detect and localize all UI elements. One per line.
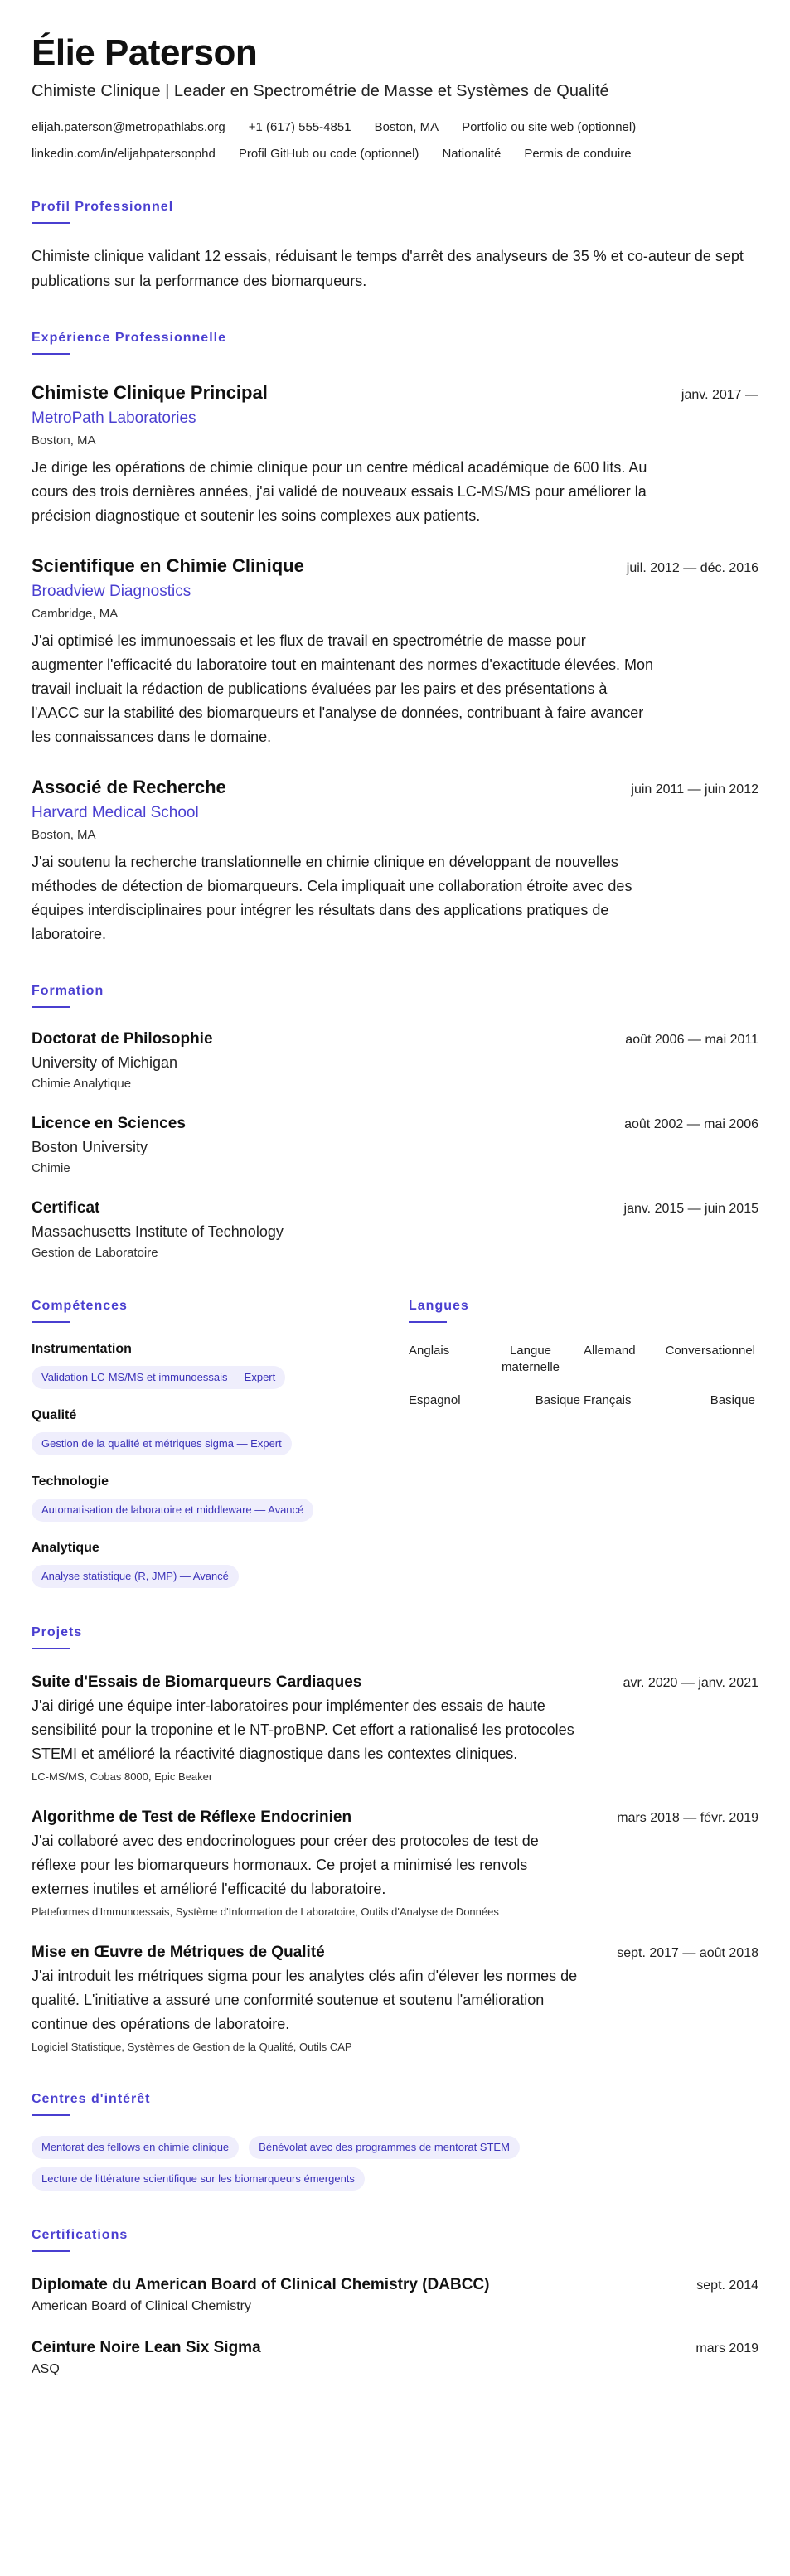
interest-chip: Bénévolat avec des programmes de mentorat STEM <box>249 2136 520 2159</box>
certification-item <box>32 2338 758 2378</box>
interest-list <box>32 2128 761 2191</box>
language-level: Basique <box>535 1393 580 1407</box>
section-divider <box>32 222 70 224</box>
degree-name: Certificat <box>32 1199 100 1217</box>
job-date: juin 2011 — juin 2012 <box>631 782 758 797</box>
section-title: Expérience Professionnelle <box>32 331 226 345</box>
section-title: Centres d'intérêt <box>32 2092 151 2106</box>
skill-chip: Gestion de la qualité et métriques sigma — Expert <box>32 1432 292 1455</box>
education-date: août 2006 — mai 2011 <box>625 1033 758 1047</box>
certification-name: Diplomate du American Board of Clinical Chemistry (DABCC) <box>32 2276 490 2293</box>
field-of-study: Gestion de Laboratoire <box>32 1246 158 1260</box>
projects-section <box>32 1625 758 2055</box>
education-item <box>32 1198 758 1261</box>
certifications-section <box>32 2227 758 2378</box>
section-divider <box>32 1006 70 1008</box>
language-name: Français <box>584 1393 632 1407</box>
skill-category: Qualité <box>32 1408 77 1422</box>
project-item <box>32 1943 758 2055</box>
skill-group <box>32 1474 409 1522</box>
certification-date: mars 2019 <box>695 2341 758 2356</box>
contact-github: Profil GitHub ou code (optionnel) <box>238 147 419 161</box>
section-divider <box>32 353 70 355</box>
education-date: janv. 2015 — juin 2015 <box>623 1202 758 1216</box>
certification-name: Ceinture Noire Lean Six Sigma <box>32 2339 261 2356</box>
project-date: sept. 2017 — août 2018 <box>617 1946 758 1960</box>
skill-group <box>32 1540 409 1588</box>
language-name: Anglais <box>409 1344 450 1358</box>
field-of-study: Chimie <box>32 1161 70 1175</box>
project-tech: Plateformes d'Immunoessais, Système d'Information de Laboratoire, Outils d'Analyse de Données <box>32 1905 499 1918</box>
company-name: MetroPath Laboratories <box>32 409 196 427</box>
skill-chip: Automatisation de laboratoire et middleware — Avancé <box>32 1499 313 1522</box>
language-item <box>409 1392 584 1409</box>
school-name: Massachusetts Institute of Technology <box>32 1223 284 1240</box>
job-location: Cambridge, MA <box>32 607 119 621</box>
project-tech: LC-MS/MS, Cobas 8000, Epic Beaker <box>32 1770 213 1783</box>
section-divider <box>32 2114 70 2116</box>
profile-summary: Chimiste clinique validant 12 essais, réduisant le temps d'arrêt des analyseurs de 35 % et co-auteur de sept publications sur la performance des biomarqueurs. <box>32 248 744 289</box>
experience-item <box>32 776 758 947</box>
contact-license: Permis de conduire <box>524 147 632 161</box>
skill-group <box>32 1341 409 1389</box>
school-name: Boston University <box>32 1139 148 1155</box>
certification-date: sept. 2014 <box>696 2278 758 2293</box>
skills-languages-row <box>32 1298 758 1588</box>
language-level: Langue maternelle <box>501 1344 560 1374</box>
languages-section <box>409 1298 758 1588</box>
contact-list <box>32 119 758 162</box>
school-name: University of Michigan <box>32 1054 178 1071</box>
education-section <box>32 983 758 1261</box>
language-item <box>584 1343 758 1376</box>
certification-org: ASQ <box>32 2362 60 2376</box>
language-list <box>409 1343 758 1409</box>
interests-section <box>32 2091 758 2191</box>
project-description: J'ai collaboré avec des endocrinologues pour créer des protocoles de test de réflexe pour les biomarqueurs hormonaux. Ce projet a minimisé les renvols externes inutiles et amélioré l'efficacité du laboratoire. <box>32 1833 539 1897</box>
job-title: Associé de Recherche <box>32 777 226 797</box>
language-item <box>409 1343 584 1376</box>
project-date: avr. 2020 — janv. 2021 <box>623 1676 758 1690</box>
project-tech: Logiciel Statistique, Systèmes de Gestion de la Qualité, Outils CAP <box>32 2041 352 2053</box>
language-name: Espagnol <box>409 1393 461 1407</box>
project-description: J'ai introduit les métriques sigma pour les analytes clés afin d'élever les normes de qualité. L'initiative a assuré une conformité soutenue et soutenu l'amélioration continue des opérations de laboratoire. <box>32 1968 578 2032</box>
certification-item <box>32 2275 758 2315</box>
language-level: Conversationnel <box>665 1344 755 1358</box>
candidate-name: Élie Paterson <box>32 32 258 73</box>
interest-chip: Mentorat des fellows en chimie clinique <box>32 2136 239 2159</box>
skill-chip: Validation LC-MS/MS et immunoessais — Expert <box>32 1366 285 1389</box>
job-location: Boston, MA <box>32 433 96 448</box>
experience-section <box>32 330 758 947</box>
section-title: Langues <box>409 1299 469 1313</box>
contact-nationality: Nationalité <box>442 147 502 161</box>
profile-section <box>32 199 758 293</box>
education-item <box>32 1114 758 1177</box>
experience-item <box>32 381 758 528</box>
skill-category: Instrumentation <box>32 1342 132 1356</box>
resume-header <box>32 31 758 162</box>
section-title: Formation <box>32 984 104 998</box>
contact-linkedin: linkedin.com/in/elijahpatersonphd <box>32 147 216 161</box>
project-name: Suite d'Essais de Biomarqueurs Cardiaques <box>32 1673 362 1691</box>
candidate-headline: Chimiste Clinique | Leader en Spectrométrie de Masse et Systèmes de Qualité <box>32 82 609 100</box>
section-title: Profil Professionnel <box>32 200 174 214</box>
language-name: Allemand <box>584 1344 636 1358</box>
degree-name: Doctorat de Philosophie <box>32 1030 213 1048</box>
skill-category: Analytique <box>32 1541 99 1555</box>
contact-portfolio: Portfolio ou site web (optionnel) <box>462 120 637 134</box>
project-item <box>32 1808 758 1920</box>
section-title: Projets <box>32 1625 83 1639</box>
job-title: Scientifique en Chimie Clinique <box>32 555 304 576</box>
job-description: Je dirige les opérations de chimie clinique pour un centre médical académique de 600 lits. Au cours des trois dernières années, j'ai validé de nouveaux essais LC-MS/MS pour améliorer la précision diagnostique et soutenir les soins complexes aux patients. <box>32 459 647 524</box>
skill-group <box>32 1407 409 1455</box>
job-location: Boston, MA <box>32 828 96 842</box>
education-item <box>32 1029 758 1092</box>
section-title: Compétences <box>32 1299 128 1313</box>
interest-chip: Lecture de littérature scientifique sur les biomarqueurs émergents <box>32 2167 365 2191</box>
contact-email: elijah.paterson@metropathlabs.org <box>32 120 225 134</box>
language-level: Basique <box>710 1393 755 1407</box>
skill-category: Technologie <box>32 1474 109 1489</box>
section-title: Certifications <box>32 2228 128 2242</box>
section-divider <box>409 1321 447 1323</box>
language-item <box>584 1392 758 1409</box>
section-divider <box>32 1648 70 1649</box>
certification-org: American Board of Clinical Chemistry <box>32 2299 251 2313</box>
degree-name: Licence en Sciences <box>32 1115 186 1132</box>
field-of-study: Chimie Analytique <box>32 1077 132 1091</box>
project-name: Mise en Œuvre de Métriques de Qualité <box>32 1944 325 1961</box>
company-name: Harvard Medical School <box>32 804 199 821</box>
skills-section <box>32 1298 409 1588</box>
job-description: J'ai optimisé les immunoessais et les flux de travail en spectrométrie de masse pour augmenter l'efficacité du laboratoire tout en maintenant des normes d'exactitude élevées. Mon travail incluait la rédaction de publications évaluées par les pairs et des présentations à l'AACC sur la stabilité des biomarqueurs et l'analyse de données, contribuant à faire avancer les connaissances dans le domaine. <box>32 632 653 745</box>
experience-item <box>32 554 758 749</box>
project-date: mars 2018 — févr. 2019 <box>617 1811 758 1825</box>
education-date: août 2002 — mai 2006 <box>624 1117 758 1131</box>
contact-phone: +1 (617) 555-4851 <box>248 120 351 134</box>
project-item <box>32 1673 758 1784</box>
section-divider <box>32 2250 70 2252</box>
skill-chip: Analyse statistique (R, JMP) — Avancé <box>32 1565 239 1588</box>
project-description: J'ai dirigé une équipe inter-laboratoires pour implémenter des essais de haute sensibilité pour la troponine et le NT-proBNP. Cet effort a rationalisé les protocoles STEMI et amélioré la réactivité diagnostique dans les contextes cliniques. <box>32 1697 574 1762</box>
job-title: Chimiste Clinique Principal <box>32 382 268 403</box>
project-name: Algorithme de Test de Réflexe Endocrinien <box>32 1809 352 1826</box>
company-name: Broadview Diagnostics <box>32 583 191 600</box>
section-divider <box>32 1321 70 1323</box>
job-description: J'ai soutenu la recherche translationnelle en chimie clinique en développant de nouvelles méthodes de détection de biomarqueurs. Cela impliquait une collaboration étroite avec des équipes interdisciplinaires pour intégrer les résultats dans des applications pratiques de laboratoire. <box>32 854 632 942</box>
job-date: juil. 2012 — déc. 2016 <box>626 561 758 575</box>
contact-location: Boston, MA <box>374 120 439 134</box>
job-date: janv. 2017 — <box>681 388 758 402</box>
